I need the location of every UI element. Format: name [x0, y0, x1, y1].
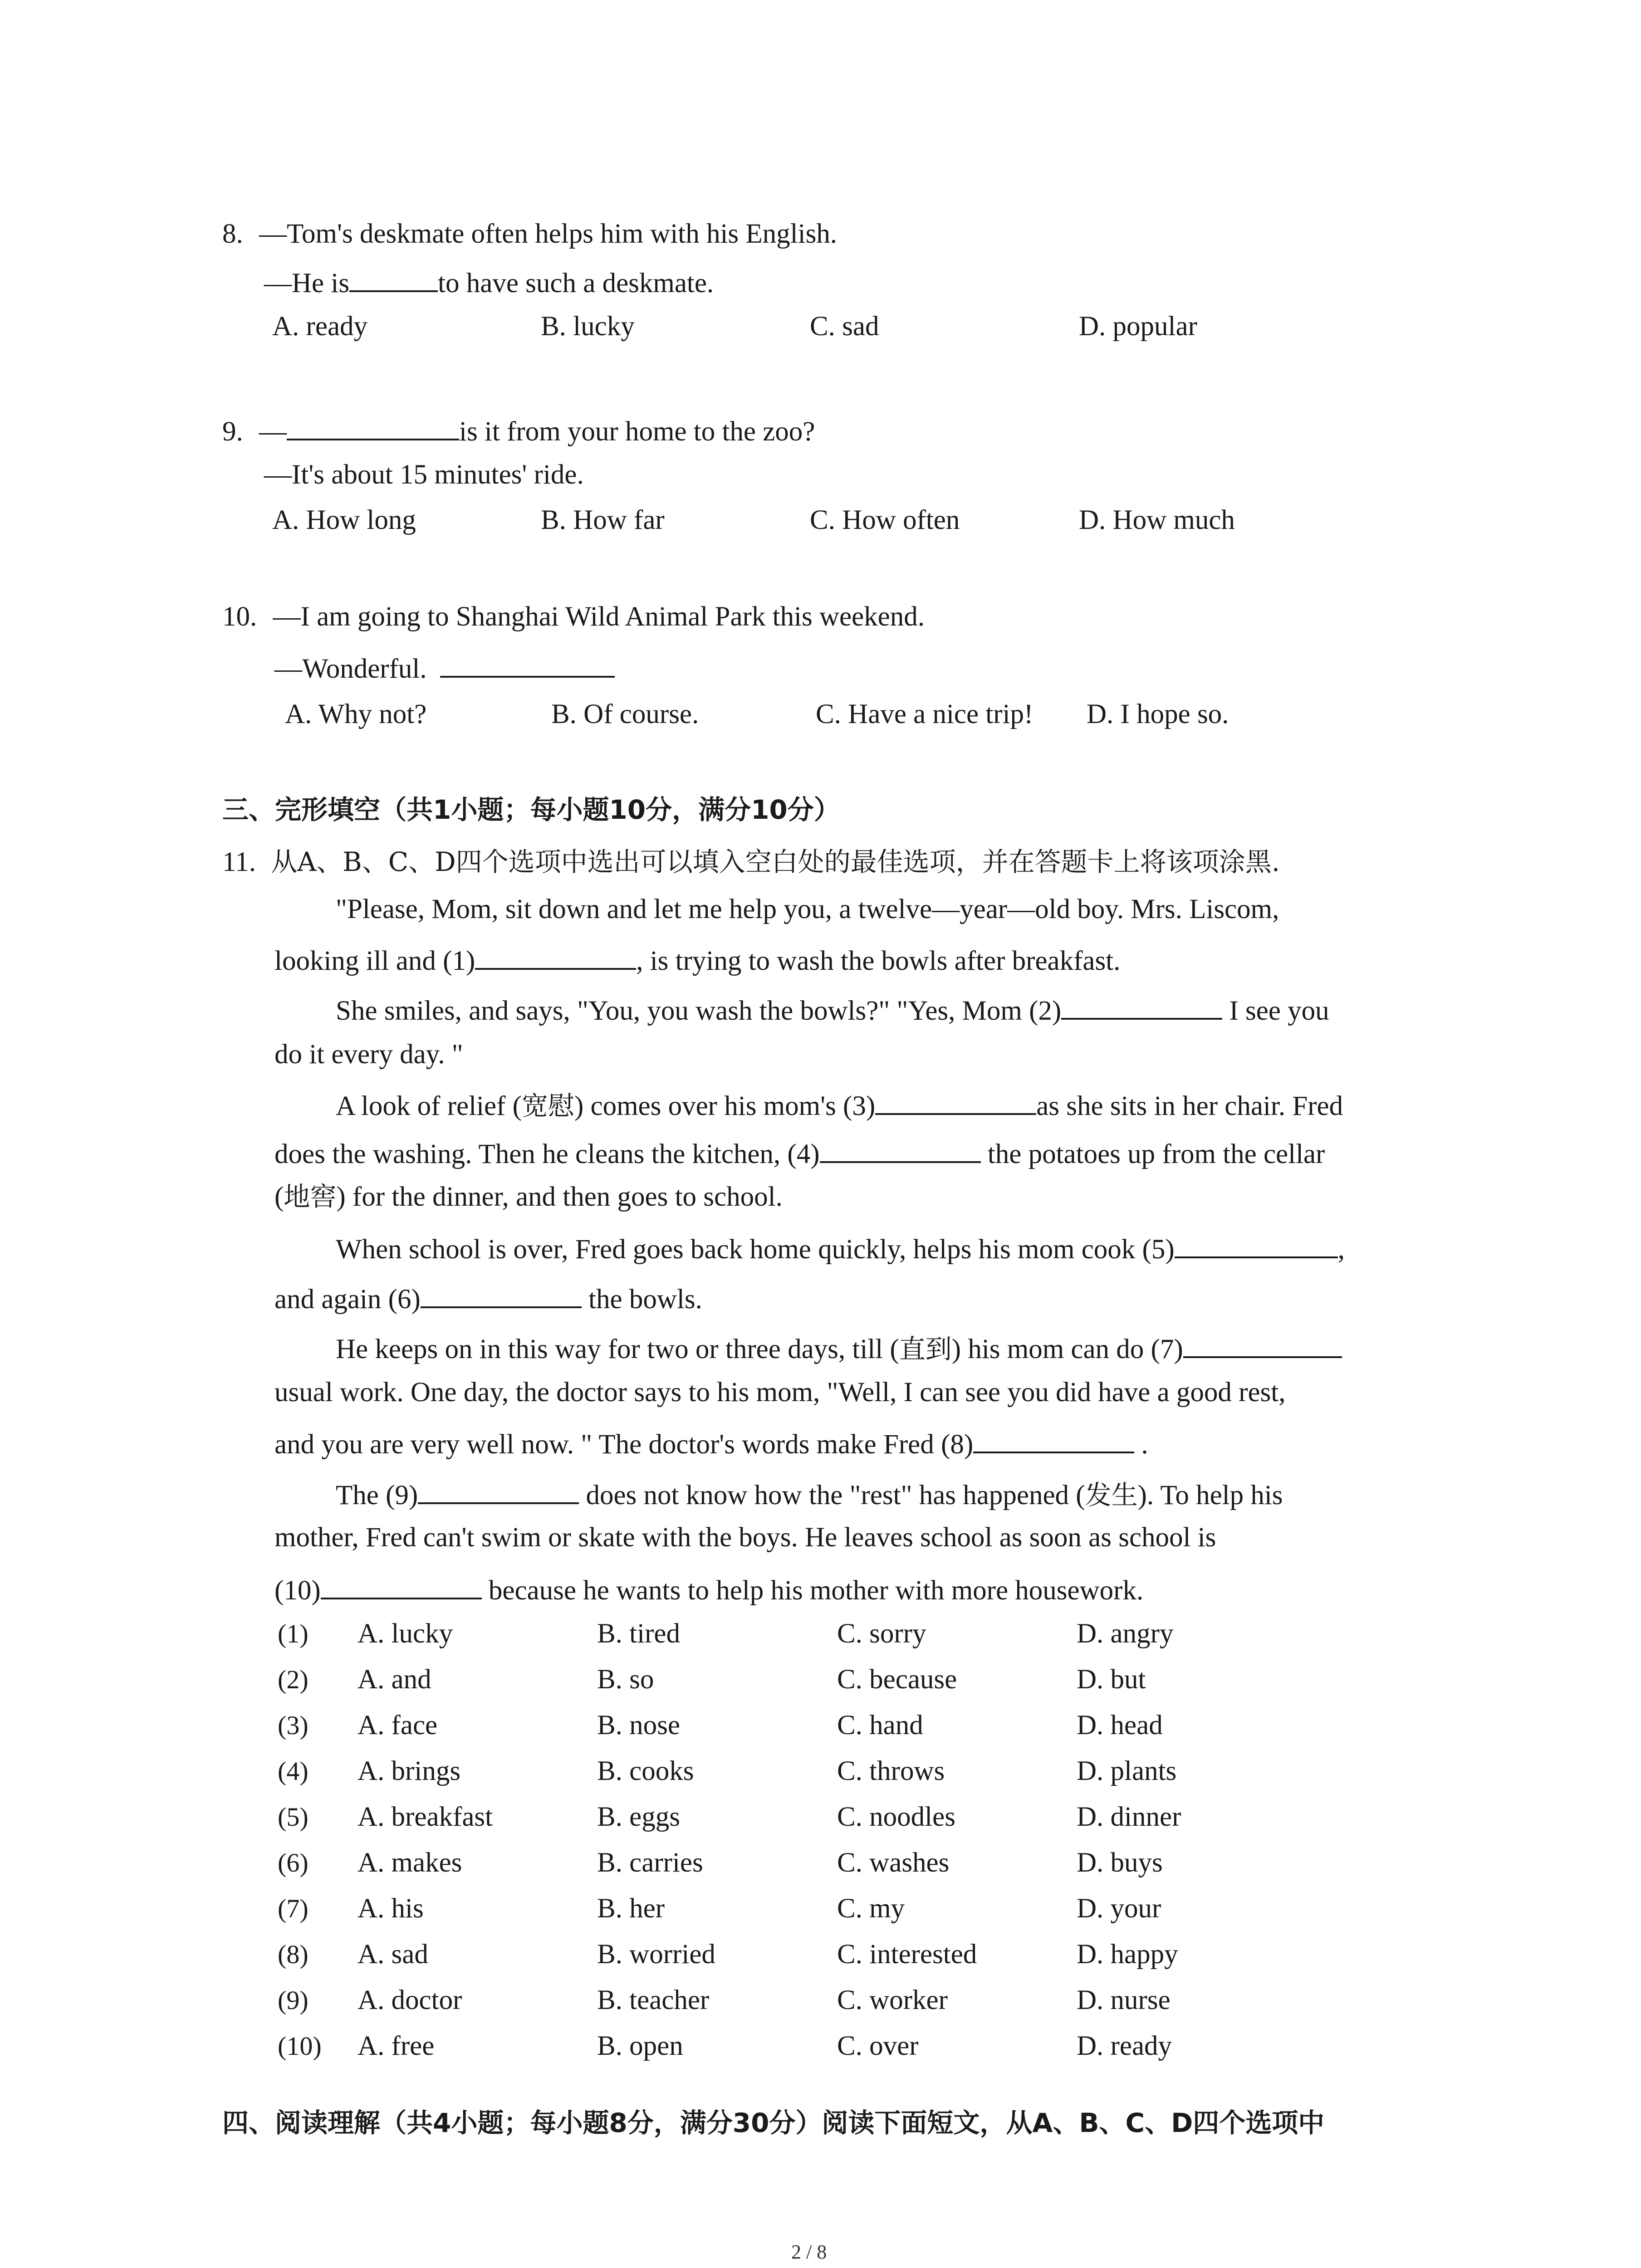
q9-option-b: B. How far — [541, 505, 665, 535]
passage-p1-a: "Please, Mom, sit down and let me help you, a twelve—year—old boy. Mrs. Liscom, — [336, 894, 1279, 924]
blank-4 — [820, 1133, 981, 1163]
choice-c: C. noodles — [837, 1802, 955, 1832]
passage-p2-b: do it every day. " — [274, 1039, 463, 1070]
q8-blank — [349, 262, 438, 292]
choice-d: D. your — [1077, 1893, 1161, 1924]
q10-number: 10. — [222, 601, 257, 632]
choice-d: D. angry — [1077, 1618, 1174, 1649]
q9-number: 9. — [222, 416, 243, 447]
choice-c: C. over — [837, 2031, 919, 2061]
choice-c: C. because — [837, 1664, 957, 1695]
passage-p3-b: does the washing. Then he cleans the kitchen, (4) the potatoes up from the cellar — [274, 1133, 1325, 1173]
choice-a: A. breakfast — [358, 1802, 493, 1832]
choice-a: A. lucky — [358, 1618, 453, 1649]
passage-p4-a: When school is over, Fred goes back home quickly, helps his mom cook (5) , — [336, 1228, 1345, 1268]
choice-c: C. sorry — [837, 1618, 926, 1649]
choice-b: B. worried — [597, 1939, 715, 1970]
q10-line1: 10. —I am going to Shanghai Wild Animal Park this weekend. — [222, 601, 925, 632]
choice-a: A. free — [358, 2031, 435, 2061]
q11-instruction: 从A、B、C、D四个选项中选出可以填入空白处的最佳选项，并在答题卡上将该项涂黑. — [271, 846, 1280, 877]
choice-c: C. my — [837, 1893, 905, 1924]
choice-a: A. makes — [358, 1848, 462, 1878]
choice-number: (5) — [278, 1802, 309, 1832]
q8-line1 — [222, 216, 837, 252]
choice-b: B. so — [597, 1664, 654, 1695]
choice-d: D. head — [1077, 1710, 1163, 1740]
q9-option-c: C. How often — [810, 505, 960, 535]
choice-b: B. carries — [597, 1848, 703, 1878]
choice-d: D. but — [1077, 1664, 1146, 1695]
choice-c: C. worker — [837, 1985, 948, 2015]
passage-p5-a: He keeps on in this way for two or three days, till (直到) his mom can do (7) — [336, 1328, 1342, 1368]
q10-option-c: C. Have a nice trip! — [816, 699, 1034, 729]
q8-option-a: A. ready — [272, 311, 368, 342]
passage-p4-b: and again (6) the bowls. — [274, 1278, 702, 1318]
q10-option-d: D. I hope so. — [1087, 699, 1229, 729]
choice-b: B. cooks — [597, 1756, 694, 1786]
passage-p5-c: and you are very well now. " The doctor's words make Fred (8) . — [274, 1423, 1148, 1463]
q8-line2: —He is to have such a deskmate. — [264, 262, 714, 302]
choice-a: A. doctor — [358, 1985, 462, 2015]
passage-p5-b: usual work. One day, the doctor says to his mom, "Well, I can see you did have a good rest, — [274, 1377, 1286, 1408]
choice-b: B. nose — [597, 1710, 680, 1740]
blank-5 — [1175, 1228, 1338, 1258]
choice-d: D. plants — [1077, 1756, 1177, 1786]
blank-2 — [1061, 990, 1222, 1020]
choice-number: (6) — [278, 1848, 309, 1877]
section4-heading: 四、阅读理解（共4小题；每小题8分，满分30分）阅读下面短文，从A、B、C、D四个选项中 — [222, 2107, 1325, 2138]
q8-option-d: D. popular — [1079, 311, 1197, 342]
q9-option-a: A. How long — [272, 505, 416, 535]
q9-blank — [287, 411, 459, 440]
choice-b: B. eggs — [597, 1802, 680, 1832]
blank-9 — [418, 1474, 579, 1504]
passage-p3-a: A look of relief (宽慰) comes over his mom's (3) as she sits in her chair. Fred — [336, 1085, 1343, 1124]
choice-a: A. sad — [358, 1939, 428, 1970]
choice-a: A. brings — [358, 1756, 461, 1786]
choice-b: B. open — [597, 2031, 683, 2061]
passage-p1-b: looking ill and (1) , is trying to wash the bowls after breakfast. — [274, 940, 1120, 979]
section3-heading: 三、完形填空（共1小题；每小题10分，满分10分） — [222, 794, 840, 825]
passage-p6-b: mother, Fred can't swim or skate with the boys. He leaves school as soon as school is — [274, 1522, 1216, 1553]
choice-a: A. and — [358, 1664, 431, 1695]
passage-p3-c: (地窖) for the dinner, and then goes to school. — [274, 1181, 783, 1212]
choice-number: (7) — [278, 1894, 309, 1923]
q11-number: 11. — [222, 847, 256, 877]
choice-d: D. nurse — [1077, 1985, 1171, 2015]
q8-prompt: —Tom's deskmate often helps him with his English. — [259, 219, 838, 249]
choice-c: C. washes — [837, 1848, 950, 1878]
choice-d: D. dinner — [1077, 1802, 1181, 1832]
q10-option-b: B. Of course. — [551, 699, 699, 729]
choice-number: (4) — [278, 1756, 309, 1786]
q9-line2: —It's about 15 minutes' ride. — [264, 459, 584, 490]
q10-option-a: A. Why not? — [285, 699, 427, 729]
q8-option-c: C. sad — [810, 311, 879, 342]
choice-a: A. face — [358, 1710, 438, 1740]
choice-d: D. happy — [1077, 1939, 1178, 1970]
choice-a: A. his — [358, 1893, 424, 1924]
choice-c: C. interested — [837, 1939, 977, 1970]
choice-number: (1) — [278, 1619, 309, 1648]
page-number: 2 / 8 — [791, 2241, 827, 2263]
choice-b: B. teacher — [597, 1985, 710, 2015]
passage-p6-a: The (9) does not know how the "rest" has happened (发生). To help his — [336, 1474, 1283, 1514]
choice-number: (3) — [278, 1711, 309, 1740]
choice-number: (8) — [278, 1940, 309, 1969]
blank-3 — [875, 1085, 1036, 1115]
q8-number: 8. — [222, 219, 243, 249]
blank-8 — [973, 1423, 1134, 1453]
q11-instruction-line — [222, 844, 1280, 880]
blank-10 — [321, 1569, 482, 1599]
blank-6 — [421, 1278, 582, 1308]
choice-number: (10) — [278, 2031, 322, 2061]
passage-p6-c: (10) because he wants to help his mother with more housework. — [274, 1569, 1143, 1609]
choice-c: C. throws — [837, 1756, 945, 1786]
q10-blank — [440, 648, 615, 678]
choice-d: D. ready — [1077, 2031, 1172, 2061]
choice-b: B. her — [597, 1893, 665, 1924]
q10-line2: —Wonderful. — [274, 648, 615, 687]
q9-line1: 9. — is it from your home to the zoo? — [222, 411, 815, 450]
choice-number: (9) — [278, 1985, 309, 2015]
blank-7 — [1183, 1328, 1342, 1358]
choice-d: D. buys — [1077, 1848, 1163, 1878]
choice-c: C. hand — [837, 1710, 923, 1740]
blank-1 — [475, 940, 636, 970]
q9-option-d: D. How much — [1079, 505, 1235, 535]
choice-number: (2) — [278, 1665, 309, 1694]
q8-option-b: B. lucky — [541, 311, 635, 342]
passage-p2-a: She smiles, and says, "You, you wash the bowls?" "Yes, Mom (2) I see you — [336, 990, 1329, 1029]
choice-b: B. tired — [597, 1618, 680, 1649]
